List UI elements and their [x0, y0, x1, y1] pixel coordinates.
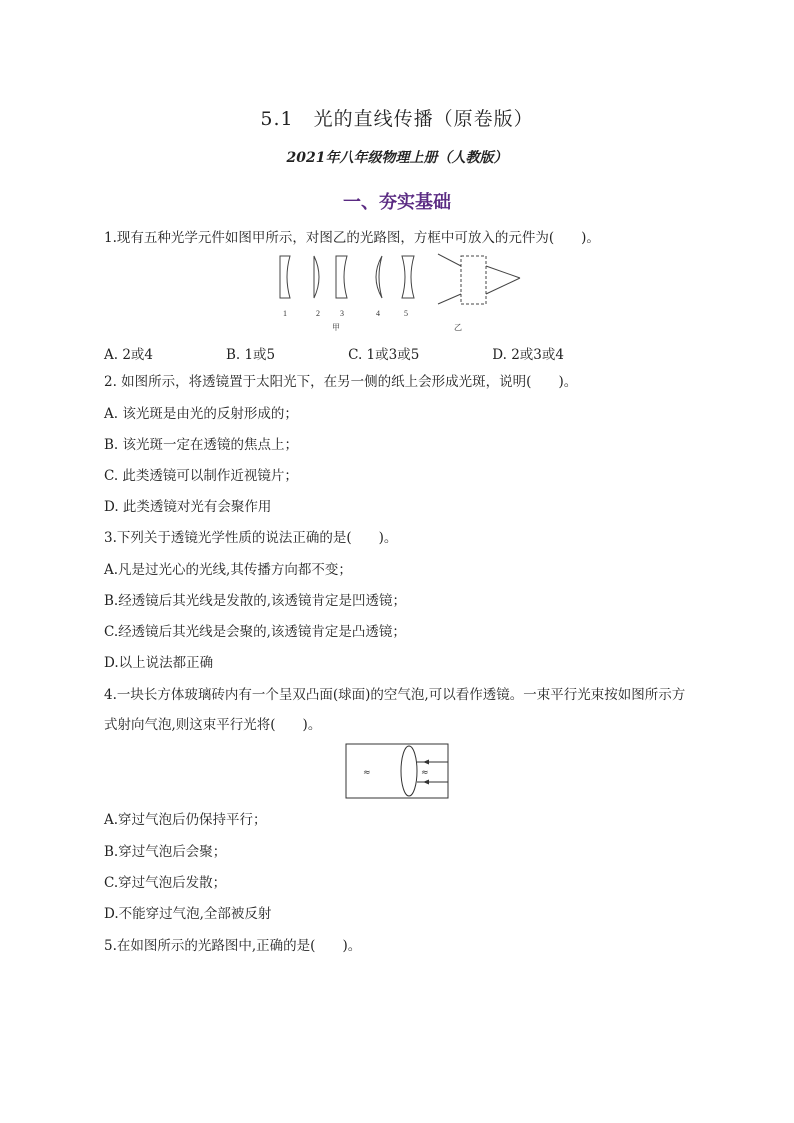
section-heading: 一、夯实基础	[343, 192, 451, 213]
question-3-stem: 3.下列关于透镜光学性质的说法正确的是( )。	[104, 530, 398, 546]
q2-option-d[interactable]: D. 此类透镜对光有会聚作用	[104, 499, 272, 515]
question-1-options	[104, 343, 564, 363]
q1-option-c[interactable]: C. 1或3或5	[348, 347, 420, 363]
q1-option-b[interactable]: B. 1或5	[225, 347, 276, 363]
label-5: 5	[404, 309, 408, 318]
label-2: 2	[316, 309, 320, 318]
q3-option-b[interactable]: B.经透镜后其光线是发散的,该透镜肯定是凹透镜；	[104, 593, 407, 609]
q1-option-a[interactable]: A. 2或4	[104, 347, 154, 363]
optical-element-4	[376, 256, 382, 298]
q4-option-b[interactable]: B.穿过气泡后会聚；	[104, 844, 227, 860]
page-title: 5.1 光的直线传播（原卷版）	[260, 108, 534, 130]
label-yi: 乙	[454, 323, 462, 332]
q4-option-c[interactable]: C.穿过气泡后发散；	[104, 875, 227, 891]
air-bubble	[401, 746, 417, 796]
q3-option-d[interactable]: D.以上说法都正确	[104, 655, 214, 671]
q3-option-c[interactable]: C.经透镜后其光线是会聚的,该透镜肯定是凸透镜；	[104, 624, 406, 640]
question-1-figure	[270, 250, 530, 334]
brick-mark-left: ≈	[363, 768, 371, 778]
optical-element-3	[336, 256, 347, 298]
question-1-stem: 1.现有五种光学元件如图甲所示，对图乙的光路图，方框中可放入的元件为( )。	[104, 230, 600, 246]
q3-option-a[interactable]: A.凡是过光心的光线,其传播方向都不变；	[104, 562, 352, 578]
q2-option-c[interactable]: C. 此类透镜可以制作近视镜片；	[104, 468, 298, 484]
page-subtitle: 2021年八年级物理上册（人教版）	[286, 150, 508, 166]
question-4-stem-line-2: 式射向气泡,则这束平行光将( )。	[104, 717, 322, 733]
label-jia: 甲	[332, 323, 340, 332]
optical-element-1	[280, 256, 290, 298]
optical-element-2	[314, 256, 319, 298]
label-1: 1	[283, 309, 287, 318]
q2-option-b[interactable]: B. 该光斑一定在透镜的焦点上；	[104, 437, 299, 453]
question-4-figure	[345, 743, 455, 801]
brick-mark-right: ≈	[421, 768, 429, 778]
q4-option-d[interactable]: D.不能穿过气泡,全部被反射	[104, 906, 272, 922]
optical-element-5	[402, 256, 414, 298]
glass-brick	[346, 744, 448, 798]
q1-option-d[interactable]: D. 2或3或4	[492, 347, 564, 363]
label-4: 4	[376, 309, 380, 318]
question-5-stem: 5.在如图所示的光路图中,正确的是( )。	[104, 938, 362, 954]
dashed-box	[461, 256, 486, 304]
question-2-stem: 2. 如图所示，将透镜置于太阳光下，在另一侧的纸上会形成光斑，说明( )。	[104, 374, 578, 390]
question-4-stem-line-1: 4.一块长方体玻璃砖内有一个呈双凸面(球面)的空气泡,可以看作透镜。一束平行光束按如图所示方	[104, 687, 686, 703]
q2-option-a[interactable]: A. 该光斑是由光的反射形成的；	[104, 406, 298, 422]
label-3: 3	[340, 309, 344, 318]
q4-option-a[interactable]: A.穿过气泡后仍保持平行；	[104, 812, 267, 828]
